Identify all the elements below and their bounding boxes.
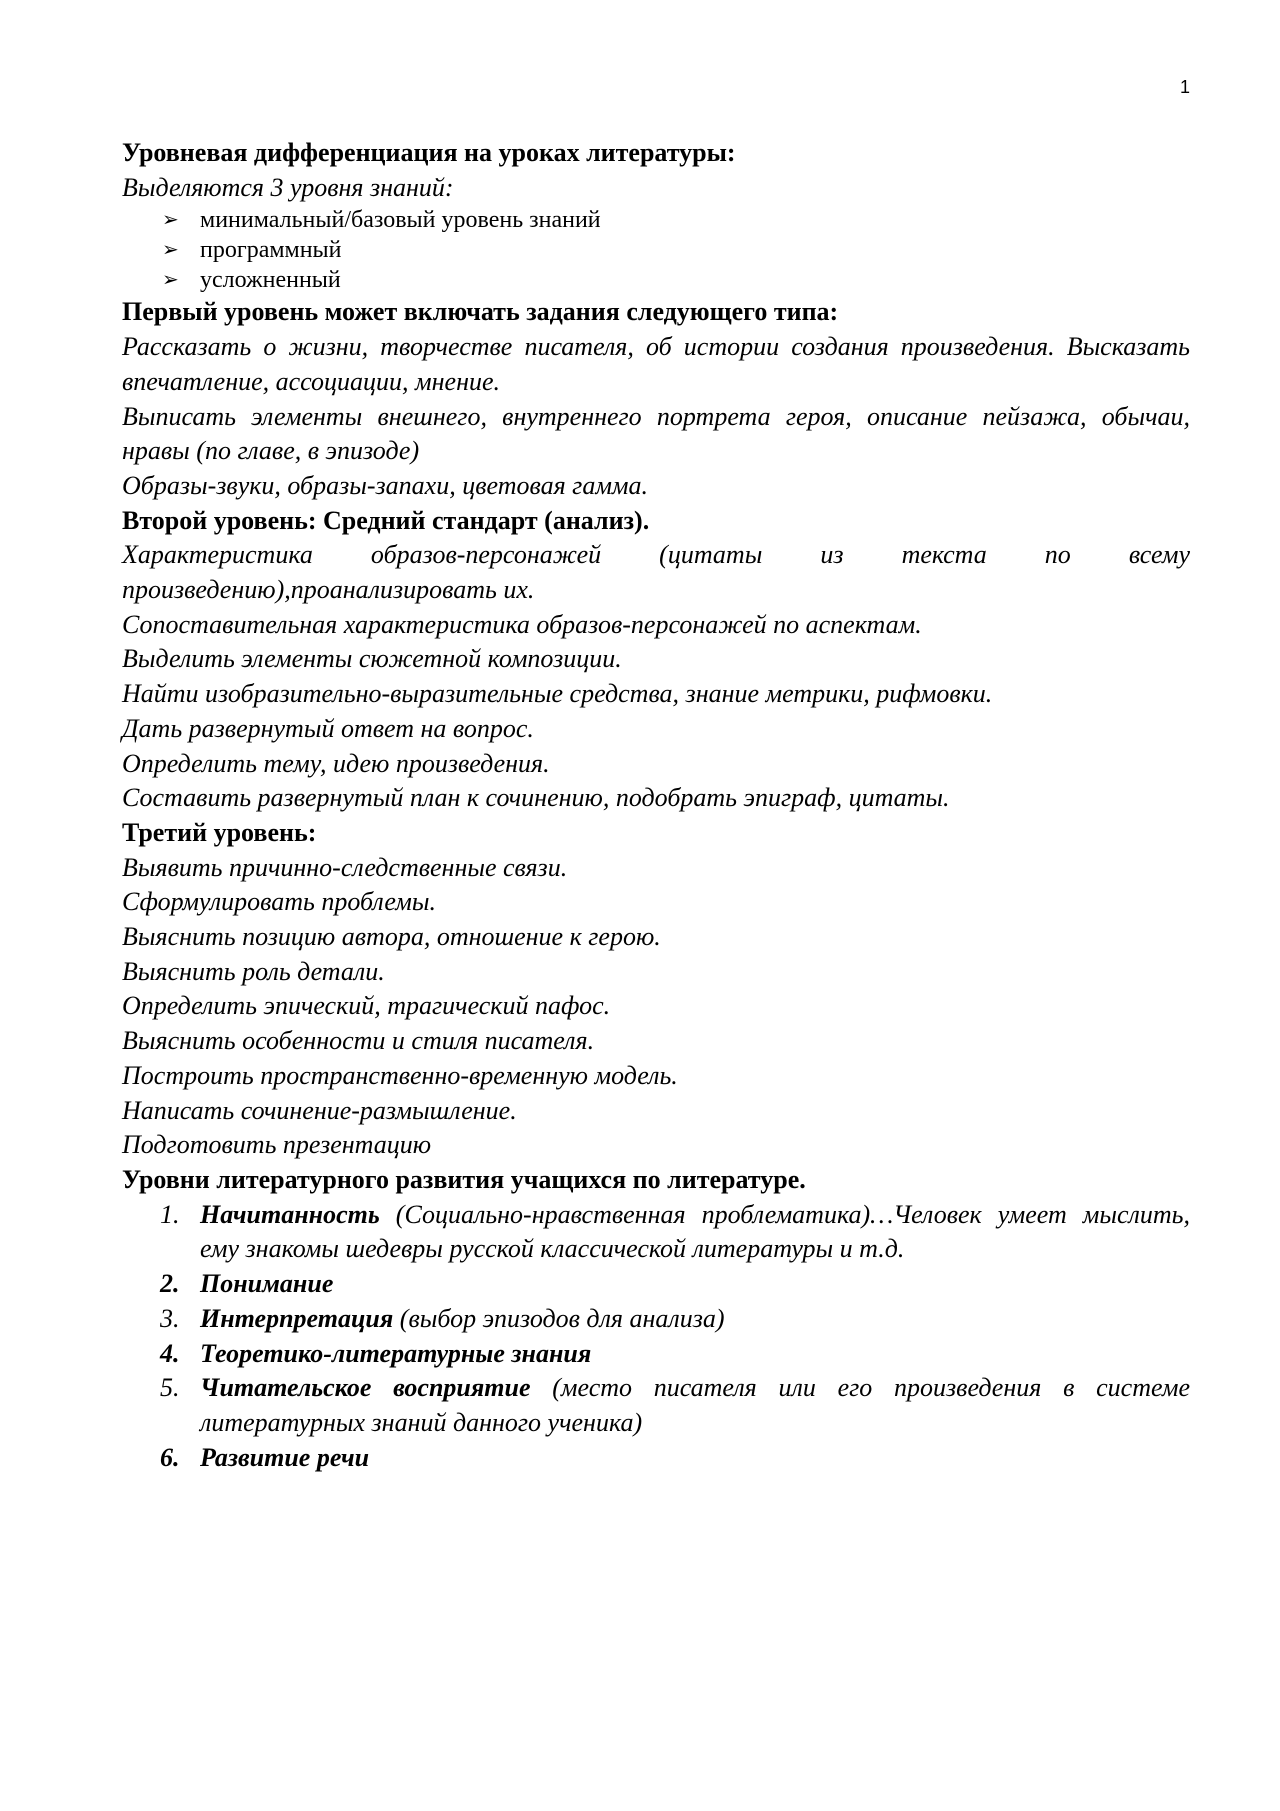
list-item-number: 1. bbox=[160, 1199, 180, 1229]
list-item-text: программный bbox=[200, 237, 342, 264]
list-item-number: 5. bbox=[160, 1373, 180, 1403]
list-item-description: (выбор эпизодов для анализа) bbox=[393, 1303, 725, 1333]
list-item bbox=[162, 235, 1190, 265]
third-level-paragraph: Написать сочинение-размышление. bbox=[122, 1095, 517, 1125]
list-item-term: Начитанность bbox=[200, 1199, 380, 1229]
development-heading: Уровни литературного развития учащихся по литературе. bbox=[122, 1164, 806, 1194]
list-item-term: Интерпретация bbox=[200, 1303, 394, 1333]
third-level-paragraph: Выявить причинно-следственные связи. bbox=[122, 852, 568, 882]
list-item bbox=[122, 1267, 1190, 1302]
second-level-paragraph: Составить развернутый план к сочинению, подобрать эпиграф, цитаты. bbox=[122, 783, 950, 813]
intro-text: Выделяются 3 уровня знаний: bbox=[122, 172, 454, 202]
first-level-heading: Первый уровень может включать задания следующего типа: bbox=[122, 297, 839, 327]
first-level-paragraph: Образы-звуки, образы-запахи, цветовая гамма. bbox=[122, 470, 649, 500]
list-item-number: 2. bbox=[160, 1269, 180, 1299]
list-item-term: Теоретико-литературные знания bbox=[200, 1338, 592, 1368]
list-item-number: 6. bbox=[160, 1442, 180, 1472]
knowledge-levels-list bbox=[122, 205, 1190, 295]
list-item bbox=[162, 205, 1190, 235]
list-item-text: минимальный/базовый уровень знаний bbox=[200, 207, 601, 234]
third-level-paragraph: Определить эпический, трагический пафос. bbox=[122, 991, 611, 1021]
list-item bbox=[122, 1441, 1190, 1476]
second-level-heading: Второй уровень: Средний стандарт (анализ). bbox=[122, 505, 650, 535]
first-level-paragraph: Рассказать о жизни, творчестве писателя, об истории создания произведения. Высказать впечатление, ассоциации, мнение. bbox=[122, 332, 1190, 396]
list-item-text: усложненный bbox=[200, 267, 341, 294]
second-level-paragraph: Характеристика образов-персонажей (цитаты из текста по всему произведению),проанализировать их. bbox=[122, 540, 1190, 605]
third-level-paragraph: Выяснить позицию автора, отношение к герою. bbox=[122, 922, 661, 952]
arrow-bullet-icon: ➢ bbox=[162, 269, 179, 292]
document-title: Уровневая дифференциация на уроках литературы: bbox=[122, 138, 736, 167]
page-number: 1 bbox=[1179, 77, 1190, 97]
list-item bbox=[122, 1302, 1190, 1337]
third-level-paragraph: Подготовить презентацию bbox=[122, 1130, 432, 1160]
list-item-number: 3. bbox=[160, 1303, 180, 1333]
list-item-description: (Социально-нравственная проблематика)…Человек умеет мыслить, ему знакомы шедевры русской классической литературы и т.д. bbox=[200, 1199, 1190, 1264]
arrow-bullet-icon: ➢ bbox=[162, 209, 179, 232]
third-level-paragraph: Выяснить роль детали. bbox=[122, 956, 385, 986]
list-item-description: (место писателя или его произведения в системе литературных знаний данного ученика) bbox=[200, 1373, 1191, 1437]
second-level-paragraph: Сопоставительная характеристика образов-персонажей по аспектам. bbox=[122, 609, 922, 639]
list-item-term: Развитие речи bbox=[200, 1442, 370, 1472]
list-item bbox=[122, 1198, 1190, 1267]
list-item bbox=[122, 1337, 1190, 1372]
arrow-bullet-icon: ➢ bbox=[162, 239, 179, 262]
third-level-paragraph: Сформулировать проблемы. bbox=[122, 887, 436, 917]
second-level-paragraph: Выделить элементы сюжетной композиции. bbox=[122, 644, 622, 674]
list-item bbox=[122, 1371, 1190, 1440]
second-level-paragraph: Найти изобразительно-выразительные средства, знание метрики, рифмовки. bbox=[122, 679, 993, 709]
third-level-heading: Третий уровень: bbox=[122, 817, 317, 847]
third-level-paragraph: Выяснить особенности и стиля писателя. bbox=[122, 1026, 595, 1056]
list-item-number: 4. bbox=[160, 1338, 180, 1368]
first-level-paragraph: Выписать элементы внешнего, внутреннего портрета героя, описание пейзажа, обычаи, нравы (по главе, в эпизоде) bbox=[122, 401, 1190, 466]
list-item-term: Читательское восприятие bbox=[200, 1373, 531, 1403]
third-level-paragraph: Построить пространственно-временную модель. bbox=[122, 1060, 678, 1090]
document-body bbox=[122, 136, 1190, 1475]
list-item bbox=[162, 265, 1190, 295]
development-levels-list bbox=[122, 1198, 1190, 1476]
list-item-term: Понимание bbox=[200, 1269, 334, 1299]
second-level-paragraph: Определить тему, идею произведения. bbox=[122, 748, 550, 778]
second-level-paragraph: Дать развернутый ответ на вопрос. bbox=[122, 713, 534, 743]
